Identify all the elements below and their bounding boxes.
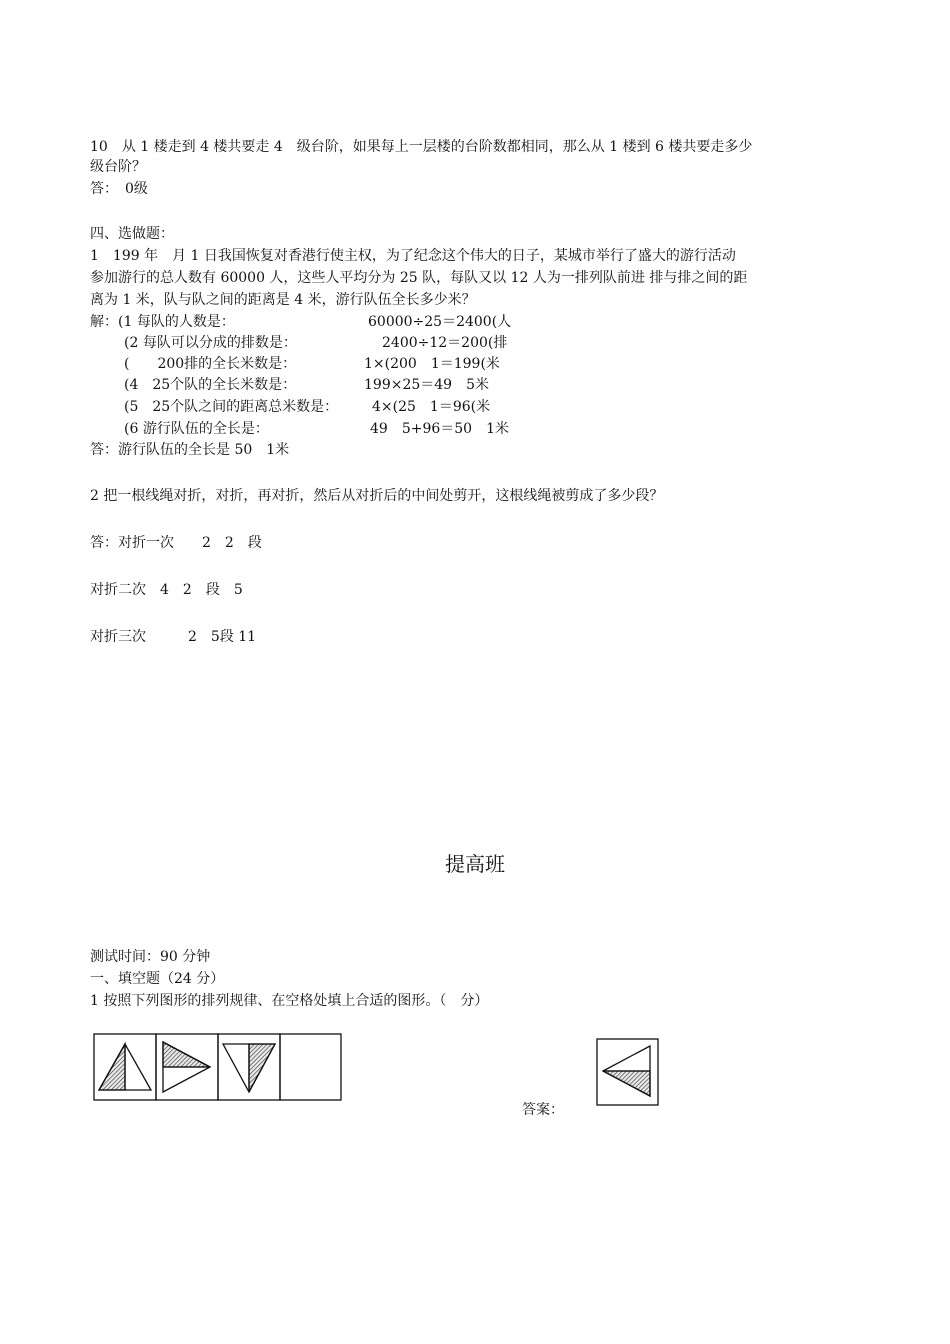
triangle-up-left-shaded-icon [99, 1044, 151, 1090]
q2-answer-1: 答：对折一次 2 2 段 [90, 535, 262, 551]
test-time: 测试时间：90 分钟 [90, 949, 211, 965]
solution-answer: 答：游行队伍的全长是 50 1米 [90, 442, 290, 458]
q2-answer-3: 对折三次 2 5段 11 [90, 629, 257, 645]
pattern-box-2 [156, 1034, 218, 1100]
solution-step-4-label: (4 25个队的全长米数是： [124, 377, 297, 393]
fill-in-q1: 1 按照下列图形的排列规律、在空格处填上合适的图形。（ 分） [90, 993, 489, 1009]
solution-step-1-label: 解：(1 每队的人数是： [90, 314, 235, 330]
advanced-class-title: 提高班 [445, 852, 505, 876]
solution-step-6-label: (6 游行队伍的全长是： [124, 421, 269, 437]
solution-step-6-expr: 49 5+96＝50 1米 [370, 421, 509, 437]
pattern-box-1 [94, 1034, 156, 1100]
solution-step-3-label: ( 200排的全长米数是： [124, 356, 297, 372]
fill-in-section-heading: 一、填空题（24 分） [90, 971, 225, 987]
solution-step-2-label: (2 每队可以分成的排数是： [124, 335, 297, 351]
problem-10-line1: 10 从 1 楼走到 4 楼共要走 4 级台阶，如果每上一层楼的台阶数都相同，那么从 1 楼到 6 楼共要走多少 [90, 139, 753, 155]
pattern-box-3 [218, 1034, 280, 1100]
triangle-left-bottom-shaded-icon [603, 1046, 650, 1096]
answer-box [597, 1039, 658, 1105]
section-4-q1-line1: 1 199 年 月 1 日我国恢复对香港行使主权，为了纪念这个伟大的日子，某城市举行了盛大的游行活动 [90, 248, 736, 264]
solution-step-1-expr: 60000÷25＝2400(人 [368, 314, 512, 330]
section-4-heading: 四、选做题： [90, 226, 174, 242]
problem-10-answer: 答： 0级 [90, 181, 148, 197]
answer-label: 答案： [522, 1102, 564, 1118]
solution-step-4-expr: 199×25＝49 5米 [364, 377, 489, 393]
problem-10-line2: 级台阶？ [90, 159, 146, 175]
solution-step-5-expr: 4×(25 1＝96(米 [372, 399, 491, 415]
section-4-q1-line2: 参加游行的总人数有 60000 人，这些人平均分为 25 队，每队又以 12 人为一排列队前进 排与排之间的距 [90, 270, 748, 286]
section-4-q2: 2 把一根线绳对折，对折，再对折，然后从对折后的中间处剪开，这根线绳被剪成了多少段？ [90, 488, 664, 504]
pattern-box-4-empty [280, 1034, 341, 1100]
solution-step-2-expr: 2400÷12＝200(排 [382, 335, 508, 351]
pattern-sequence-boxes [94, 1034, 341, 1100]
triangle-down-right-shaded-icon [223, 1044, 275, 1092]
section-4-q1-line3: 离为 1 米，队与队之间的距离是 4 米，游行队伍全长多少米？ [90, 292, 476, 308]
triangle-right-top-shaded-icon [163, 1042, 210, 1092]
q2-answer-2: 对折二次 4 2 段 5 [90, 582, 243, 598]
solution-step-5-label: (5 25个队之间的距离总米数是： [124, 399, 339, 415]
solution-step-3-expr: 1×(200 1＝199(米 [364, 356, 500, 372]
